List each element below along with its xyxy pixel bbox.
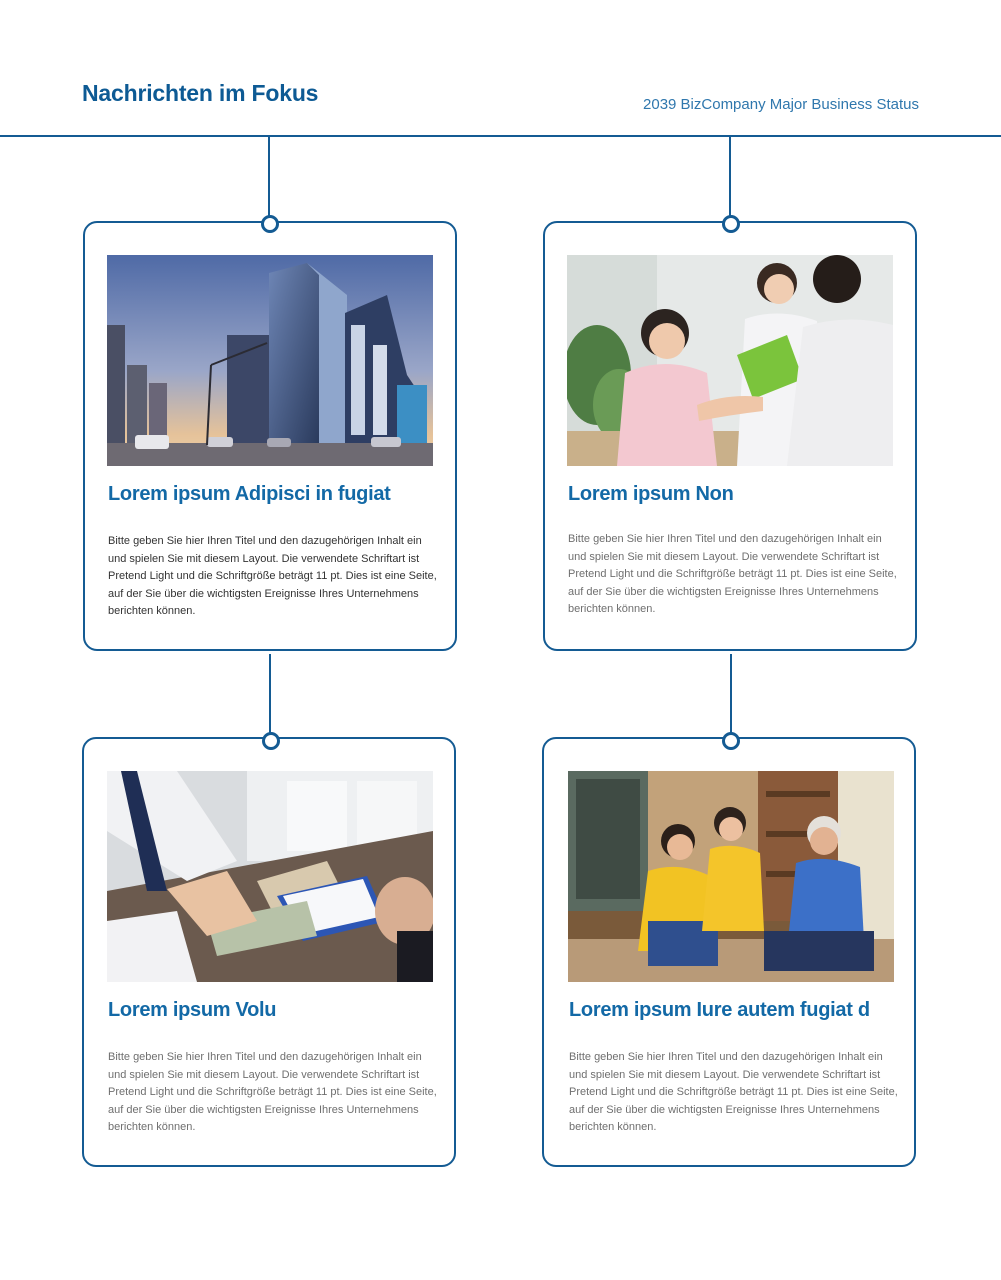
connector-line-top-right xyxy=(729,137,731,217)
connector-dot-3 xyxy=(262,732,280,750)
card-title: Lorem ipsum Non xyxy=(568,483,734,505)
handshake-meeting-photo xyxy=(567,255,893,466)
page-subtitle: 2039 BizCompany Major Business Status xyxy=(643,96,919,113)
news-card-1 xyxy=(83,221,457,651)
connector-line-middle-right xyxy=(730,654,732,734)
news-card-2 xyxy=(543,221,917,651)
connector-dot-1 xyxy=(261,215,279,233)
connector-line-middle-left xyxy=(269,654,271,734)
card-body: Bitte geben Sie hier Ihren Titel und den dazugehörigen Inhalt ein und spielen Sie mit diesem Layout. Die verwendete Schriftart ist Pretend Light und die Schriftgröße beträgt 11 pt. Dies ist eine Seite, auf der Sie über die wichtigsten Ereignisse Ihres Unternehmens berichten können. xyxy=(108,535,437,617)
card-title: Lorem ipsum Adipisci in fugiat xyxy=(108,483,391,505)
card-title: Lorem ipsum Volu xyxy=(108,999,277,1021)
connector-dot-4 xyxy=(722,732,740,750)
news-card-3 xyxy=(82,737,456,1167)
card-body: Bitte geben Sie hier Ihren Titel und den dazugehörigen Inhalt ein und spielen Sie mit diesem Layout. Die verwendete Schriftart ist Pretend Light und die Schriftgröße beträgt 11 pt. Dies ist eine Seite, auf der Sie über die wichtigsten Ereignisse Ihres Unternehmens berichten können. xyxy=(568,533,897,615)
card-title: Lorem ipsum Iure autem fugiat d xyxy=(569,999,870,1021)
card-body: Bitte geben Sie hier Ihren Titel und den dazugehörigen Inhalt ein und spielen Sie mit diesem Layout. Die verwendete Schriftart ist Pretend Light und die Schriftgröße beträgt 11 pt. Dies ist eine Seite, auf der Sie über die wichtigsten Ereignisse Ihres Unternehmens berichten können. xyxy=(108,1051,437,1133)
connector-line-top-left xyxy=(268,137,270,217)
money-contract-photo xyxy=(107,771,433,982)
connector-dot-2 xyxy=(722,215,740,233)
header-divider xyxy=(0,135,1001,137)
page-title: Nachrichten im Fokus xyxy=(82,80,319,106)
city-skyscrapers-photo xyxy=(107,255,433,466)
volunteers-elderly-photo xyxy=(568,771,894,982)
news-card-4 xyxy=(542,737,916,1167)
card-body: Bitte geben Sie hier Ihren Titel und den dazugehörigen Inhalt ein und spielen Sie mit diesem Layout. Die verwendete Schriftart ist Pretend Light und die Schriftgröße beträgt 11 pt. Dies ist eine Seite, auf der Sie über die wichtigsten Ereignisse Ihres Unternehmens berichten können. xyxy=(569,1051,898,1133)
